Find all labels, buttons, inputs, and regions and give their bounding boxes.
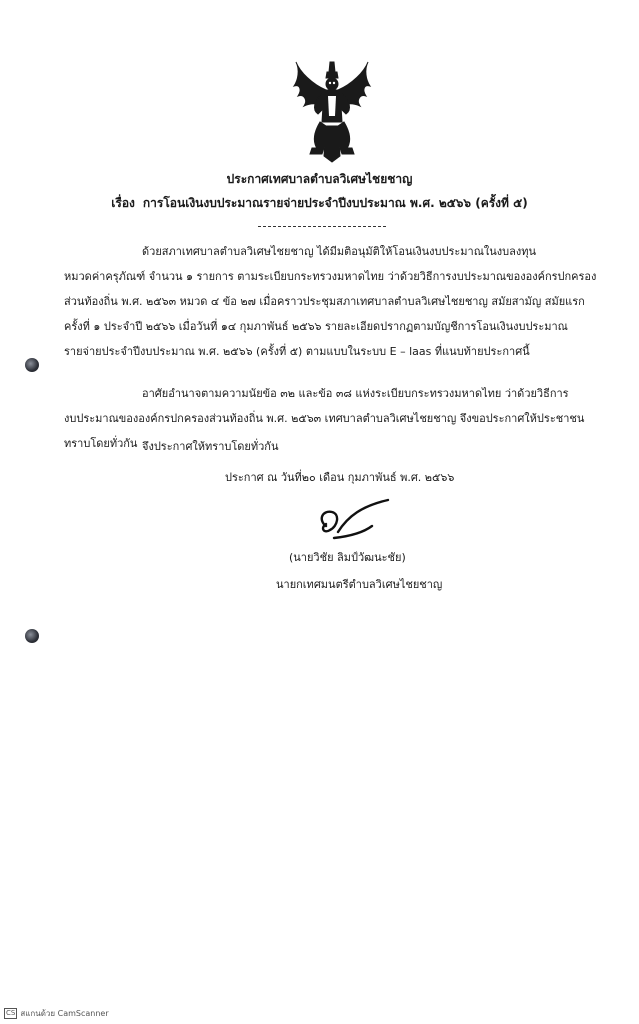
signature-icon: [312, 496, 398, 550]
paragraph-line: ครั้งที่ ๑ ประจำปี ๒๕๖๖ เมื่อวันที่ ๑๔ กุมภาพันธ์ ๒๕๖๖ รายละเอียดปรากฏตามบัญชีการโอนเงินงบประมาณ: [64, 320, 568, 333]
paragraph-line: อาศัยอำนาจตามความนัยข้อ ๓๒ และข้อ ๓๘ แห่งระเบียบกระทรวงมหาดไทย ว่าด้วยวิธีการ: [142, 387, 569, 400]
punch-hole-icon: [25, 358, 39, 372]
paragraph-line: ด้วยสภาเทศบาลตำบลวิเศษไชยชาญ ได้มีมติอนุมัติให้โอนเงินงบประมาณในงบลงทุน: [142, 245, 537, 258]
paragraph-line: ทราบโดยทั่วกัน: [64, 437, 138, 450]
punch-hole-icon: [25, 629, 39, 643]
scanner-text: สแกนด้วย CamScanner: [20, 1009, 109, 1018]
paragraph-line: หมวดค่าครุภัณฑ์ จำนวน ๑ รายการ ตามระเบียบกระทรวงมหาดไทย ว่าด้วยวิธีการงบประมาณขององค์กรปกครอง: [64, 270, 597, 283]
paragraph-1: [64, 239, 604, 364]
paragraph-line: งบประมาณขององค์กรปกครองส่วนท้องถิ่น พ.ศ. ๒๕๖๓ เทศบาลตำบลวิเศษไชยชาญ จึงขอประกาศให้ประชาชน: [64, 412, 585, 425]
paragraph-line: ส่วนท้องถิ่น พ.ศ. ๒๕๖๓ หมวด ๔ ข้อ ๒๗ เมื่อคราวประชุมสภาเทศบาลตำบลวิเศษไชยชาญ สมัยสามัญ สมัยแรก: [64, 295, 585, 308]
garuda-emblem-icon: [290, 60, 374, 164]
subject-text: การโอนเงินงบประมาณรายจ่ายประจำปีงบประมาณ พ.ศ. ๒๕๖๖ (ครั้งที่ ๕): [142, 196, 528, 210]
paragraph-line: จึงประกาศให้ทราบโดยทั่วกัน: [142, 440, 279, 453]
subject-label: เรื่อง: [111, 196, 135, 210]
announcement-title: ประกาศเทศบาลตำบลวิเศษไชยชาญ: [226, 172, 413, 186]
header-separator: [258, 226, 386, 227]
camscanner-logo-icon: CS: [6, 1009, 16, 1017]
scanner-watermark: [4, 1007, 109, 1020]
announcement-subject: [0, 194, 639, 213]
paragraph-3: [94, 434, 604, 459]
announcement-date: ประกาศ ณ วันที่๒๐ เดือน กุมภาพันธ์ พ.ศ. ๒๕๖๖: [225, 471, 455, 484]
paragraph-line: รายจ่ายประจำปีงบประมาณ พ.ศ. ๒๕๖๖ (ครั้งที่ ๕) ตามแบบในระบบ E – laas ที่แนบท้ายประกาศนี้: [64, 345, 530, 358]
signer-title: นายกเทศมนตรีตำบลวิเศษไชยชาญ: [276, 578, 443, 591]
signer-name: (นายวิชัย ลิมป์วัฒนะชัย): [289, 551, 406, 564]
